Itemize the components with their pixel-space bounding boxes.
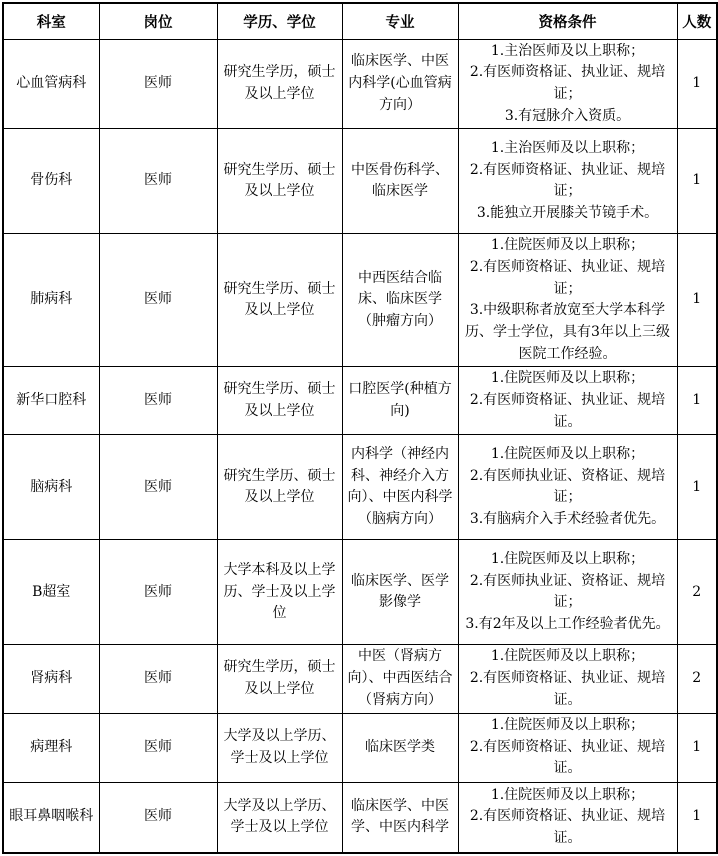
- cell-department: 肺病科: [3, 234, 99, 367]
- cell-position: 医师: [99, 713, 217, 782]
- qualification-line: 2.有医师资格证、执业证、规培证；: [469, 161, 666, 200]
- cell-education: 研究生学历、硕士及以上学位: [217, 367, 342, 435]
- cell-major: 临床医学类: [342, 713, 458, 782]
- cell-position: 医师: [99, 782, 217, 853]
- qualification-line: 3.有冠脉介入资质。: [504, 107, 631, 124]
- cell-count: 1: [677, 367, 717, 435]
- cell-department: 病理科: [3, 713, 99, 782]
- cell-count: 2: [677, 540, 717, 645]
- table-row: [3, 540, 717, 645]
- cell-count: 1: [677, 39, 717, 129]
- qualification-line: 2.有医师资格证、执业证、规培证。: [469, 670, 666, 708]
- cell-qualifications: [458, 713, 677, 782]
- qualification-line: 1.主治医师及以上职称；: [490, 42, 645, 59]
- cell-major: 内科学（神经内科、神经介入方向）、中医内科学（脑病方向）: [342, 435, 458, 540]
- cell-education: 大学及以上学历、学士及以上学位: [217, 713, 342, 782]
- header-major: 专业: [342, 3, 458, 39]
- qualification-line: 3.中级职称者放宽至大学本科学历、学士学位，具有3年以上三级医院工作经验。: [465, 302, 670, 362]
- cell-major: 中医（肾病方向）、中西医结合（肾病方向）: [342, 645, 458, 713]
- header-position: 岗位: [99, 3, 217, 39]
- cell-position: 医师: [99, 435, 217, 540]
- cell-department: 骨伤科: [3, 129, 99, 234]
- table-row: [3, 129, 717, 234]
- cell-count: 2: [677, 645, 717, 713]
- cell-education: 研究生学历，硕士及以上学位: [217, 39, 342, 129]
- cell-position: 医师: [99, 234, 217, 367]
- cell-qualifications: [458, 435, 677, 540]
- table-row: [3, 367, 717, 435]
- cell-education: 研究生学历、硕士及以上学位: [217, 435, 342, 540]
- qualification-line: 2.有医师资格证、执业证、规培证；: [469, 258, 666, 297]
- cell-major: 口腔医学(种植方向): [342, 367, 458, 435]
- cell-qualifications: [458, 645, 677, 713]
- cell-department: B超室: [3, 540, 99, 645]
- qualification-line: 3.能独立开展膝关节镜手术。: [476, 204, 659, 221]
- cell-department: 眼耳鼻咽喉科: [3, 782, 99, 853]
- cell-position: 医师: [99, 367, 217, 435]
- cell-position: 医师: [99, 645, 217, 713]
- table-row: [3, 782, 717, 853]
- cell-department: 肾病科: [3, 645, 99, 713]
- cell-department: 心血管病科: [3, 39, 99, 129]
- qualification-line: 3.有脑病介入手术经验者优先。: [469, 511, 666, 528]
- recruitment-table: [2, 2, 718, 854]
- qualification-line: 1.住院医师及以上职称；: [490, 370, 645, 387]
- qualification-line: 1.住院医师及以上职称；: [490, 237, 645, 254]
- qualification-line: 2.有医师资格证、执业证、规培证。: [469, 738, 666, 777]
- cell-position: 医师: [99, 39, 217, 129]
- cell-education: 大学本科及以上学历、学士及以上学位: [217, 540, 342, 645]
- cell-position: 医师: [99, 540, 217, 645]
- cell-qualifications: [458, 540, 677, 645]
- header-count: 人数: [677, 3, 717, 39]
- table-row: [3, 645, 717, 713]
- cell-education: 研究生学历，硕士及以上学位: [217, 645, 342, 713]
- cell-qualifications: [458, 782, 677, 853]
- header-department: 科室: [3, 3, 99, 39]
- cell-major: 临床医学、中医内科学(心血管病方向）: [342, 39, 458, 129]
- cell-position: 医师: [99, 129, 217, 234]
- qualification-line: 1.住院医师及以上职称；: [490, 716, 645, 733]
- header-education: 学历、学位: [217, 3, 342, 39]
- cell-count: 1: [677, 435, 717, 540]
- qualification-line: 2.有医师资格证、执业证、规培证；: [469, 64, 666, 102]
- cell-count: 1: [677, 782, 717, 853]
- cell-qualifications: [458, 234, 677, 367]
- qualification-line: 2.有医师执业证、资格证、规培证；: [469, 467, 666, 506]
- qualification-line: 3.有2年及以上工作经验者优先。: [465, 616, 670, 633]
- cell-major: 临床医学、中医学、中医内科学: [342, 782, 458, 853]
- cell-major: 中西医结合临床、临床医学（肿瘤方向）: [342, 234, 458, 367]
- cell-qualifications: [458, 39, 677, 129]
- header-row: [3, 3, 717, 39]
- qualification-line: 1.主治医师及以上职称；: [490, 139, 645, 156]
- cell-department: 脑病科: [3, 435, 99, 540]
- cell-education: 大学及以上学历、学士及以上学位: [217, 782, 342, 853]
- header-qualifications: 资格条件: [458, 3, 677, 39]
- cell-major: 中医骨伤科学、临床医学: [342, 129, 458, 234]
- cell-department: 新华口腔科: [3, 367, 99, 435]
- cell-education: 研究生学历、硕士及以上学位: [217, 234, 342, 367]
- qualification-line: 2.有医师资格证、执业证、规培证。: [469, 808, 666, 847]
- cell-education: 研究生学历、硕士及以上学位: [217, 129, 342, 234]
- table-row: [3, 435, 717, 540]
- cell-count: 1: [677, 713, 717, 782]
- table-row: [3, 39, 717, 129]
- qualification-line: 1.住院医师及以上职称；: [490, 786, 645, 803]
- cell-major: 临床医学、医学影像学: [342, 540, 458, 645]
- table-row: [3, 713, 717, 782]
- cell-count: 1: [677, 129, 717, 234]
- qualification-line: 1.住院医师及以上职称；: [490, 551, 645, 568]
- cell-count: 1: [677, 234, 717, 367]
- cell-qualifications: [458, 129, 677, 234]
- qualification-line: 2.有医师资格证、执业证、规培证。: [469, 392, 666, 430]
- qualification-line: 1.住院医师及以上职称；: [490, 648, 645, 665]
- qualification-line: 1.住院医师及以上职称；: [490, 446, 645, 463]
- table-row: [3, 234, 717, 367]
- cell-qualifications: [458, 367, 677, 435]
- qualification-line: 2.有医师执业证、资格证、规培证；: [469, 572, 666, 611]
